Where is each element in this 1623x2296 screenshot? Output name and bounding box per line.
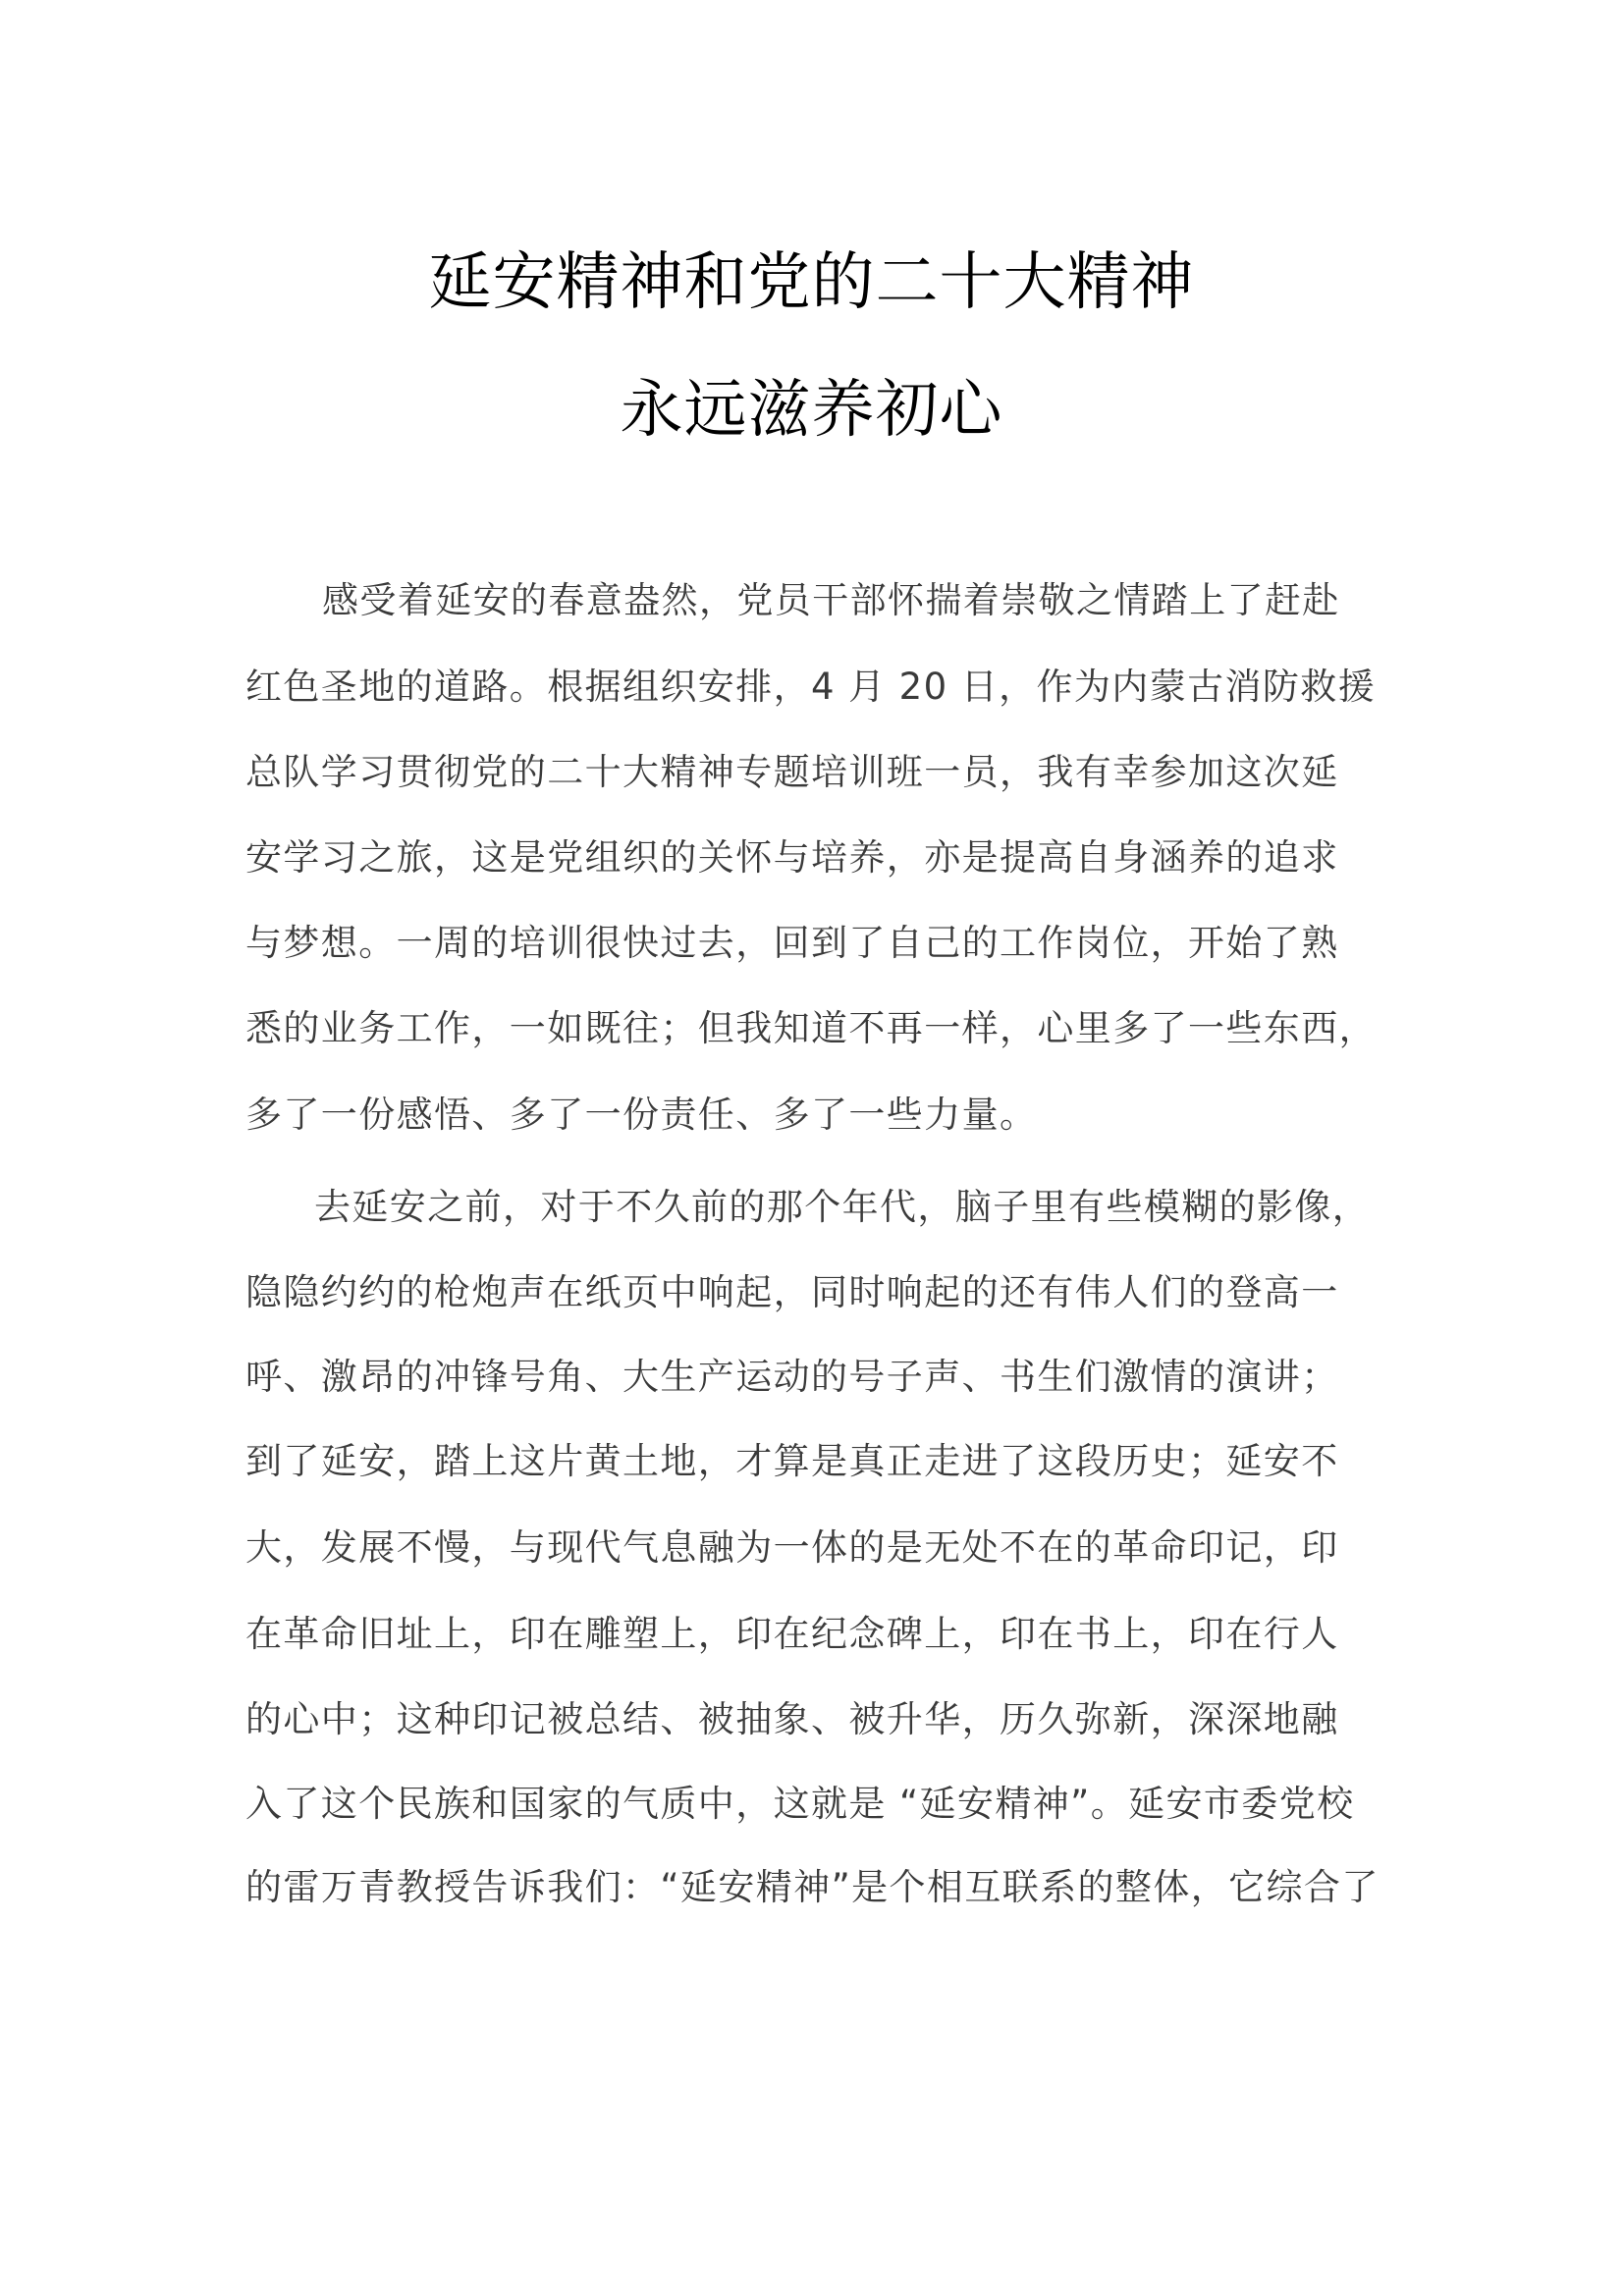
paragraph-line: 悉的业务工作，一如既往；但我知道不再一样，心里多了一些东西， <box>245 1007 1377 1049</box>
paragraph-line: 大，发展不慢，与现代气息融为一体的是无处不在的革命印记，印 <box>245 1526 1339 1569</box>
paragraph-line: 感受着延安的春意盎然，党员干部怀揣着崇敬之情踏上了赶赴 <box>322 579 1340 621</box>
paragraph-line: 安学习之旅，这是党组织的关怀与培养，亦是提高自身涵养的追求 <box>245 836 1339 879</box>
document-title-line-1: 延安精神和党的二十大精神 <box>428 246 1195 319</box>
paragraph-line: 隐隐约约的枪炮声在纸页中响起，同时响起的还有伟人们的登高一 <box>245 1271 1339 1313</box>
document-title-line-2: 永远滋养初心 <box>620 374 1003 447</box>
paragraph-line: 的心中；这种印记被总结、被抽象、被升华，历久弥新，深深地融 <box>245 1698 1339 1740</box>
paragraph-line: 多了一份感悟、多了一份责任、多了一些力量。 <box>245 1094 1038 1136</box>
paragraph-line: 呼、激昂的冲锋号角、大生产运动的号子声、书生们激情的演讲； <box>245 1356 1339 1398</box>
paragraph-line: 红色圣地的道路。根据组织安排，4 月 20 日，作为内蒙古消防救援 <box>245 666 1377 708</box>
paragraph-line: 的雷万青教授告诉我们：“延安精神”是个相互联系的整体，它综合了 <box>245 1866 1380 1908</box>
paragraph-line: 到了延安，踏上这片黄土地，才算是真正走进了这段历史；延安不 <box>245 1440 1339 1482</box>
paragraph-line: 去延安之前，对于不久前的那个年代，脑子里有些模糊的影像， <box>314 1186 1371 1228</box>
paragraph-line: 与梦想。一周的培训很快过去，回到了自己的工作岗位，开始了熟 <box>245 922 1339 964</box>
paragraph-line: 在革命旧址上，印在雕塑上，印在纪念碑上，印在书上，印在行人 <box>245 1613 1339 1655</box>
paragraph-line: 入了这个民族和国家的气质中，这就是 “延安精神”。延安市委党校 <box>245 1783 1355 1825</box>
paragraph-line: 总队学习贯彻党的二十大精神专题培训班一员，我有幸参加这次延 <box>245 751 1339 793</box>
